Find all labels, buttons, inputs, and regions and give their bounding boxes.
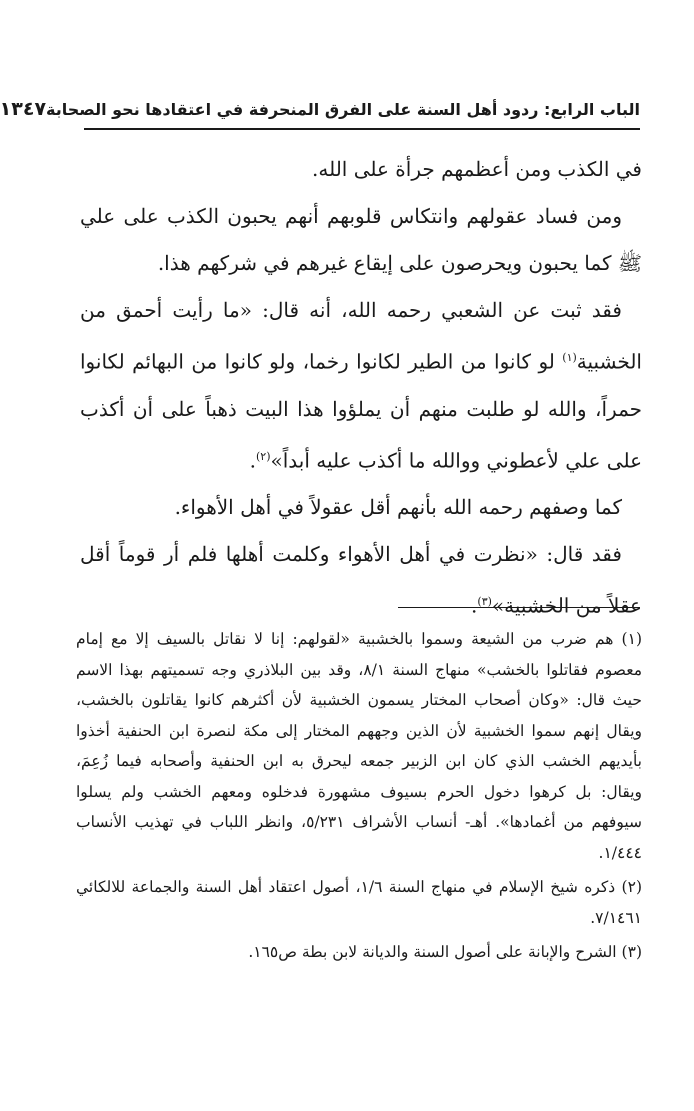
footnote-ref-3[interactable]: (٣) — [477, 595, 492, 609]
footnotes — [76, 624, 642, 972]
running-header — [0, 92, 640, 126]
footnote-2-text: ذكره شيخ الإسلام في منهاج السنة ١/٦، أصول اعتقاد أهل السنة والجماعة للالكائي ٧/١٤٦١. — [76, 878, 642, 927]
paragraph-3-text-b: لو كانوا من الطير لكانوا رخما، ولو كانوا من البهائم لكانوا حمراً، والله لو طلبت منهم أن يملؤوا هذا البيت ذهباً على أن أكذب على علي لأعطوني ووالله ما أكذب عليه أبداً» — [80, 349, 642, 473]
paragraph-5-text: فقد قال: «نظرت في أهل الأهواء وكلمت أهلها فلم أر قوماً أقل عقلاً من الخشبية» — [80, 542, 642, 618]
paragraph-1: في الكذب ومن أعظمهم جرأة على الله. — [312, 157, 642, 181]
footnote-1 — [76, 624, 642, 868]
footnote-ref-1[interactable]: (١) — [562, 351, 577, 364]
footnote-3-label: (٣) — [621, 943, 642, 961]
paragraph-3-text-a: فقد ثبت عن الشعبي رحمه الله، أنه قال: «ما رأيت أحمق من الخشبية — [80, 298, 642, 374]
footnote-3 — [76, 937, 642, 968]
footnote-2-label: (٢) — [621, 878, 642, 896]
footnote-divider — [398, 607, 640, 608]
footnote-2 — [76, 872, 642, 933]
paragraph-3 — [80, 287, 642, 484]
paragraph-3-end: . — [249, 448, 256, 473]
paragraph-5-end: . — [471, 593, 478, 618]
header-divider — [84, 128, 640, 130]
footnote-3-text: الشرح والإبانة على أصول السنة والديانة لابن بطة ص١٦٥. — [248, 943, 617, 961]
footnote-ref-2[interactable]: (٢) — [255, 449, 271, 463]
paragraph-4: كما وصفهم رحمه الله بأنهم أقل عقولاً في أهل الأهواء. — [174, 495, 622, 520]
chapter-title: الباب الرابع: ردود أهل السنة على الفرق المنحرفة في اعتقادها نحو الصحابة — [46, 99, 640, 119]
page-number: ١٣٤٧ — [0, 98, 47, 120]
paragraph-2: ومن فساد عقولهم وانتكاس قلوبهم أنهم يحبون الكذب على علي ﷺ كما يحبون ويحرصون على إيقاع غيرهم في شركهم هذا. — [80, 204, 642, 275]
paragraph-5 — [80, 531, 642, 630]
main-text — [80, 146, 642, 630]
footnote-1-label: (١) — [621, 630, 642, 648]
footnote-1-text: هم ضرب من الشيعة وسموا بالخشبية «لقولهم: إنا لا نقاتل بالسيف إلا مع إمام معصوم فقاتلوا بالخشب» منهاج السنة ٨/١، وقد بين البلاذري وجه تسميتهم بهذا الاسم حيث قال: «وكان أصحاب المختار يسمون الخشبية لأن أكثرهم كانوا يقاتلون بالخشب، ويقال إنهم سموا الخشبية لأن الذين وجههم المختار إلى مكة لنصرة ابن الحنفية أخذوا بأيديهم الخشب الذي كان ابن الزبير جمعه ليحرق به ابن الحنفية وأصحابه فيما زُعِمَ، ويقال: بل كرهوا دخول الحرم بسيوف مشهورة فدخلوه ومعهم الخشب ولم يسلوا سيوفهم من أغمادها». أهـ- أنساب الأشراف ٥/٢٣١، وانظر اللباب في تهذيب الأنساب ١/٤٤٤. — [76, 630, 642, 862]
